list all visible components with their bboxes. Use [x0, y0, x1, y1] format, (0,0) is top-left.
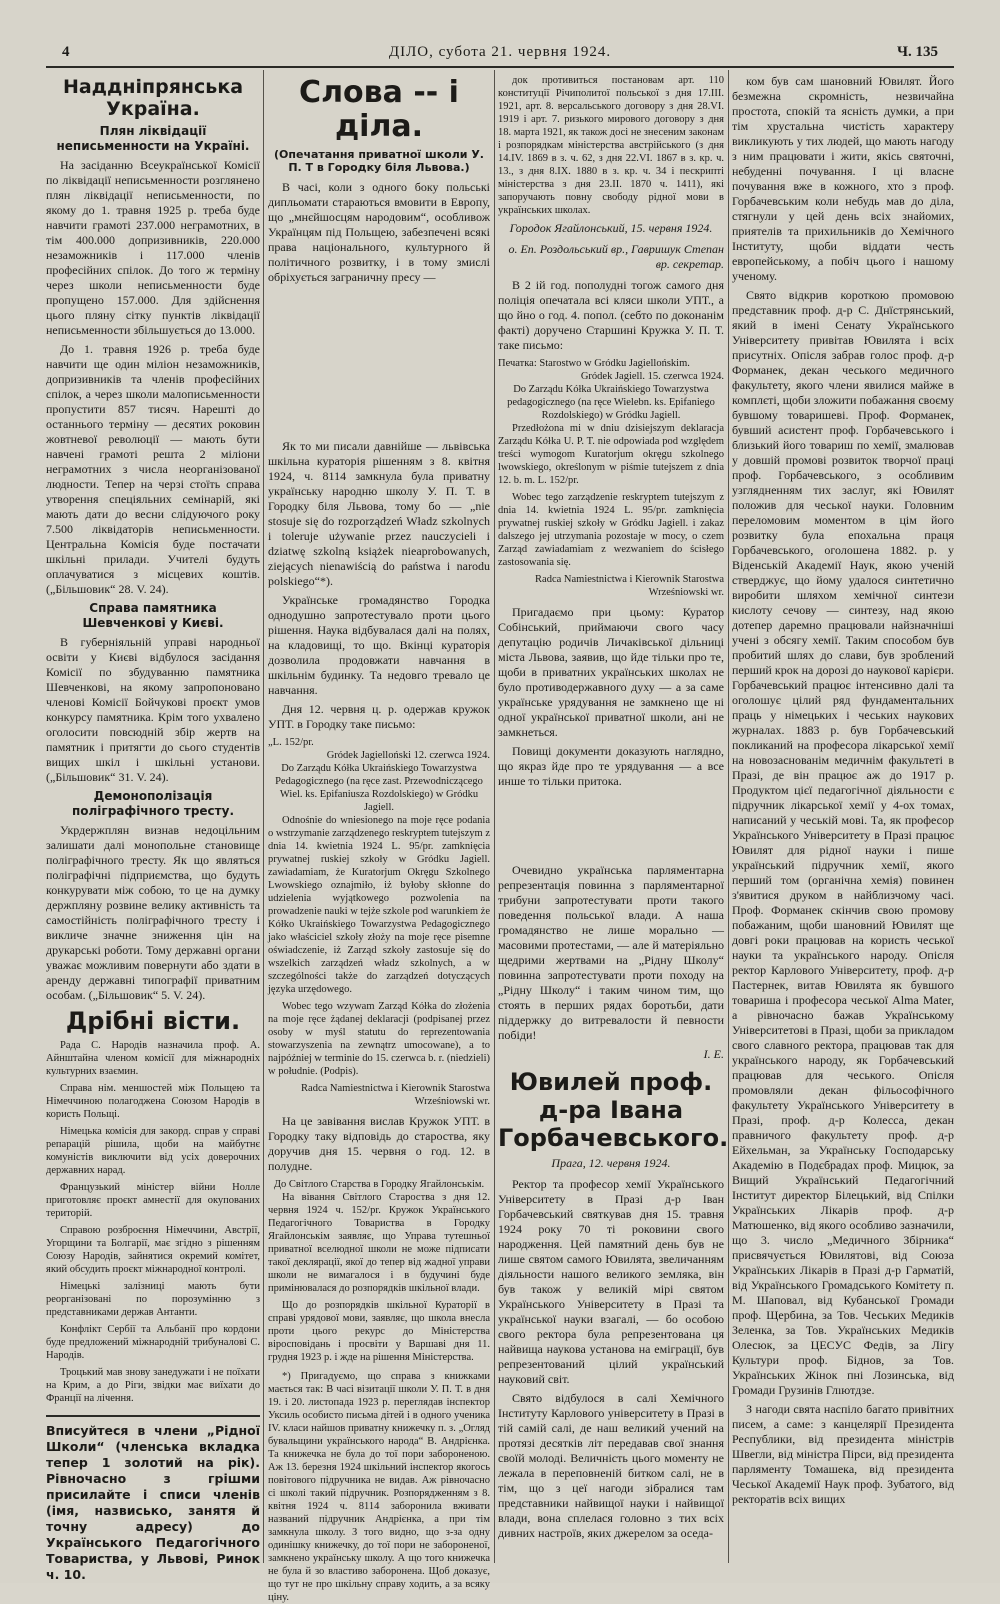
news-item: Троцький мав знову занедужати і не поїхати на Крим, а до Ріги, звідки має виїхати до Франції на лічення. — [46, 1367, 260, 1404]
signature-names: о. Еп. Роздольський вр., Гавришук Степан вр. секретар. — [508, 242, 724, 271]
article-title: Демонополізація поліграфічного тресту. — [71, 789, 234, 818]
article-paragraph: До 1. травня 1926 р. треба буде навчити ще один міліон незаможників, допризивників та членів професійних спілок, а через школи малописьменности пропустити 857 тисяч. Нарешті до останнього терміну — десятих роковин жовтневої революції — мають бути навчені грамоті решта 2 міліони неграмотних з числа неорганізованої людности. Тепер на черзі стоїть справа утворення спеціяльних семінарій, які мають дати до весни слідуючого року 7.500 ліквідаторів неписьменности. Центральна Комісія буде постачати шкільні прилади. Учителі будуть оплачуватися з місцевих коштів. („Більшовик“ 28. V. 24). — [46, 342, 260, 596]
article-title: Справа памятника Шевченкові у Києві. — [82, 601, 224, 630]
quoted-letter — [268, 1178, 490, 1364]
jubilee-title: Ювилей проф. д-ра Івана Горбачевського. — [498, 1068, 729, 1152]
letter-stamp: Печатка: Starostwo w Gródku Jagiellońskim. — [498, 358, 690, 369]
column-4 — [732, 74, 954, 1563]
letter-body: Wobec tego wzywam Zarząd Kółka do złożenia na moje ręce żądanej deklaracji (podpisanej przez osoby w myśl statutu do reprezentowania stowarzyszenia na zewnątrz umocowane), a to najpóźniej w terminie do 15. czerwca b. r. (niedzieli) w południe. (Podpis). — [268, 1001, 490, 1077]
news-item: Німецька комісія для закорд. справ у справі репарацій рішила, щоби на майбутнє комуністів виключити від усіх доверочних державних нарад. — [46, 1126, 260, 1176]
article-paragraph: На засіданню Всеукраїнської Комісії по ліквідації неписьменности розглянено плян ліквідації неписьменности, по якому до 1. травня 1925 р. треба буде навчити грамоті 237.000 неграмотних, в тім 400.000 допризивників, 220.000 незаможників і 117.000 членів професійних спілок. До того ж терміну через школи неписьменности буде пропущено 157.000. Для здійснення цього пляну сітку пунктів ліквідації неписьменности збільшується до 13.000. — [46, 158, 260, 337]
news-item: Конфлікт Сербії та Альбанії про кордони буде предложений міжнародній трибуналові С. Народів. — [46, 1324, 260, 1361]
news-item: Французький міністер війни Нолле приготовляє проєкт амнестії для окупованих територій. — [46, 1182, 260, 1219]
article-paragraph: Очевидно українська парляментарна репрезентація повинна з парляментарної трибуни запротестувати проти такого поведення польської влади. А наша громадянство не лише морально — масовими протестами, — але й матеріяльно щедрими жертвами на „Рідну Школу“ повинна запротестувати проти походу на „Рідну Школу“ і таким чином тим, що стоять в перших рядах боротьби, дати піддержку до витревалости й певности побіди! — [498, 863, 724, 1042]
news-item: Німецькі залізниці мають бути реорганізовані по порозумінню з представниками держав Антанти. — [46, 1281, 260, 1318]
letter-reference: „L. 152/pr. — [268, 737, 314, 748]
letter-addressee: До Світлого Старства в Городку Ягайлонськім. — [273, 1179, 485, 1190]
letter-date: Gródek Jagielloński 12. czerwca 1924. — [326, 750, 490, 761]
article-paragraph: Українське громадянство Городка однодушно запротестувало проти цього рішення. Наука відбувалася далі на полях, на кладовищі, то що. Вкінці кураторія дозволила продовжати навчання в шкільнім будинку. Та недовго тревало це навчання. — [268, 593, 490, 697]
section-title: Наддніпрянська Україна. — [62, 76, 244, 120]
article-paragraph: Як то ми писали давнійше — львівська шкільна кураторія рішенням з 8. квітня 1924, ч. 8114 замкнула була приватну українську народню школу У. П. Т. в Городку біля Львова, тому бо — „nie stosuje się do rozporządzeń Władz szkolnych i toleruje używanie przez nauczycieli i dziatwę szkolną książek nieaprobowanych, ziejących nienawiścią do państwa i narodu polskiego“*). — [268, 439, 490, 588]
news-item: Рада С. Народів назначила проф. А. Айнштайна членом комісії для міжнародніх культурних взаємин. — [46, 1040, 260, 1077]
letter-body: Що до розпорядків шкільної Кураторії в справі урядової мови, заявляє, що школа внесла проти цього рекурс до Міністерства віросповідань і просвіти у Варшаві дня 11. грудня 1923 р. і ждe на рішення Міністерства. — [268, 1300, 490, 1363]
column-2 — [268, 74, 490, 1603]
column-divider — [728, 70, 729, 1563]
signature-place: Городок Ягайлонський, 15. червня 1924. — [509, 221, 713, 235]
ridna-shkola-notice: Вписуйтеся в члени „Рідної Школи“ (членська вкладка тепер 1 золотий на рік). Рівночасно з грішми присилайте і списи членів (імя, назвисько, занятя й точну адресу) до Українського Педагогічного Товариства, у Львові, Ринок ч. 10. — [46, 1415, 260, 1583]
article-paragraph: ком був сам шановний Ювилят. Його безмежна скромність, незвичайна простота, спокій та ясність думки, а при тім хрустальна чистість характеру викликують у тих людей, що мають нагоду з ним працювати і жити, якісь святочні, небуденні почування. І ці власне почування вже в кожного, хто з проф. Горбачевським коли небудь мав до діла, стягнули у цей день всіх знайомих, приятелів та прихильників до Хемічного Інституту, щоби віддати честь европейському, а побіч цього і нашому ученому. — [732, 74, 954, 283]
author-initials: І. Е. — [703, 1047, 724, 1061]
article-paragraph: Повищі документи доказують наглядно, що якраз йде про те урядування — а все инше то тільки притока. — [498, 744, 724, 788]
letter-addressee: Do Zarządu Kółka Ukraińskiego Towarzystwa pedagogicznego (na ręce Wielebn. ks. Epifaniego Rozdolskiego) w Gródku Jagiell. — [507, 384, 715, 421]
page-header — [62, 44, 938, 64]
quoted-letter — [268, 736, 490, 1108]
column-divider — [263, 70, 264, 1563]
letter-body: Przedłożona mi w dniu dzisiejszym deklaracja Zarządu Kółka U. P. T. nie odpowiada pod względem treści wymogom Kuratorjum okręgu szkolnego lwowskiego, określonym w piśmie tutejszem z dnia 12. b. m. L. 152/pr. — [498, 423, 724, 486]
article-paragraph: Укрдержплян визнав недоцільним залишати далі монопольне становище поліграфічного тресту. Як що являться поліграфічні підприємства, що будуть конкурувати між собою, то це на думку держпляну розвине велику активність та самостійність поліграфічного тресту і викличе значне зниження цін на друкарські роботи. Тому державні органи уважає можливим повернути або здати в аренду державні типографії приватним особам. („Більшовик“ 5. V. 24). — [46, 823, 260, 1002]
column-3 — [498, 74, 729, 1563]
news-item: Справою розброєння Німеччини, Австрії, Угорщини та Болгарії, має згідно з рішенням Союзу Народів, зайнятися окремий комітет, який обсудить проєкт міжнародної контролі. — [46, 1225, 260, 1275]
column-divider — [494, 70, 495, 1563]
news-item: Справа нім. меншостей між Польщею та Німеччиною полагоджена Союзом Народів в користь Польщі. — [46, 1083, 260, 1120]
header-rule — [46, 66, 954, 68]
page-number: 4 — [62, 44, 70, 60]
article-subtitle: (Опечатання приватної школи У. П. Т в Городку біля Львова.) — [274, 148, 484, 174]
masthead-dateline: ДІЛО, субота 21. червня 1924. — [388, 44, 612, 60]
jubilee-dateline: Прага, 12. червня 1924. — [551, 1156, 671, 1170]
news-title: Дрібні вісти. — [65, 1007, 241, 1035]
blank-space — [498, 793, 724, 863]
article-paragraph: Пригадаємо при цьому: Куратор Собінський, приймаючи свого часу депутацію родичів Личаківської дільниці міста Львова, заявив, що йде тільки про те, щоби в приватних українських школах не було противодержавного духу — а за саме українське урядування не замкнено ще ні одної української приватної школи, ані не замкнеться. — [498, 605, 724, 739]
blank-space — [268, 289, 490, 439]
issue-number: Ч. 135 — [896, 44, 938, 60]
article-paragraph: док противиться постановам арт. 110 конституції Річиполитої польської з дня 17.III. 1921, арт. 8. версальського договору з дня 28.VI. 1919 і арт. 7. ризького мирового договору з дня 18. марта 1921, як також досі не знесеним законам і розпорядкам міністерства австрійського (з дня 14.IV. 1869 в з. ч. 62, з дня 22.VI. 1867 в з. кр. ч. 13., з дня 8.IX. 1880 в з. кр. ч. 34 і пескрипті міністерства з дня 23.II. 1870 ч. 1411), які запоручають повну свободу рідної мови в українських школах. — [498, 75, 724, 216]
article-paragraph: В губерніяльній управі народньої освіти у Києві відбулося засідання Комісії по збудуванню памятника Шевченкові, на якому запропоновано членові Комісії Бойчукові проєкт умов конкурсу памятника. Крім того ухвалено оголосити повсюдній збір жертв на памятник і притягти до сього студентів вищих шкіл і шкільні установи. („Більшовик“ 31. V. 24). — [46, 635, 260, 784]
article-paragraph: Свято відбулося в салі Хемічного Інституту Карлового університету в Празі в тій самій салі, де наш великий учений на протязі десятків літ передавав свої знання своїй молоді. Величність цього моменту не лежала в переповненій битком салі, не в тім, що з цеї нагоди зібралися там представники найвищої науки і найвищої влади, вона сплелася головно з тих всіх дивних настроїв, яких джерелом за оседа- — [498, 1391, 724, 1540]
letter-addressee: Do Zarządu Kółka Ukraińskiego Towarzystwa Pedagogicznego (na ręce zast. Przewodniczącego Wiel. ks. Epifaniusza Rozdolskiego) w Gródku Jagiell. — [275, 763, 483, 813]
footnote: *) Пригадуємо, що справа з книжками мається так: В часі візитації школи У. П. Т. в дня 19. і 20. листопада 1923 р. переглядав інспектор Уксиль особисто письма дітей і в одного ученика IV. класи найшов приватну книжечку п. з. „Огляд бувальщини українського народа“ В. Андрієнка. Та книжечка не була до тої пори забороненою. Аж 13. березня 1924 шкільний інспектор якогось повітового підручника не видав. Аж рівночасно сі школі такий підручник. Розпорядженням з 8. квітня 1924 ч. 8114 заборонила вживати названий підручник Андрієнка, а при тім замкнула школу. З того видно, що з-за одну одинішку книжечку, до тої пори не забороненої, замкнено українську школу. А що того книжечка не була й зо властиво заборонена. Щоб доказує, що тут не про шкільну справу ходить, а за всяку ціну. — [268, 1371, 490, 1603]
article-paragraph: В часі, коли з одного боку польські дипльомати стараються вмовити в Европу, що „мнєйшосцям народовим“, особливож Українцям під Польщею, забезпечені всякі права національного, культурного й політичного розвитку, і в тому змислі обріхується заграничну пресу — — [268, 180, 490, 284]
letter-body: На вівання Світлого Староства з дня 12. червня 1924 ч. 152/pr. Кружок Українського Педагогічного Товариства в Городку Ягайлонськім заявляє, що Управа тутешньої приватної вселюдної школи не може підписати такої деклярації, якої до тепер від жадної управи школи не вимагалося і в будучині буде примінювалася до розпорядків шкільної влади. — [268, 1192, 490, 1294]
column-1 — [46, 74, 260, 1582]
article-paragraph: Свято відкрив короткою промовою представник проф. д-р С. Днїстрянський, який в імені Сенату Українського Університету привітав Ювилята і всіх присутніх. Опісля забрав голос проф. д-р Форманек, декан чеського медичного факультету, якого члени явилися майже в комплєті, щоби зложити побажання своєму бувшому товаришеві. Проф. Форманек, бувший асистент проф. Горбачевського і близький його товариш по хемії, змалював у довшій промові розвиток творчої праці проф. Горбачевського, з особливим узглядненням тих заслуг, які Ювилят положив для чеської науки. Головним переломовим моментом в цім його розвитку була епохальна праця Горбачевського, оголошена 1882. р. у Віденській Академії Наук, якою ученій стверджує, що йому удалося синтетично виробити шляхом хемічної синтези кислоту сечову — синтезу, над якою дотепер даремно працювали найзначніші учені з обсягу хемії. Таким способом був пробитий шлях до слави, був зроблений перший крок на дорозі до наукової карієри. Горбачевський працює інтенсивно далі та оголошує цілий ряд фундаментальних праць у німецьких і чеських наукових журналах. 1883 р. був Горбачевський покликаний на професора лікарської хемії на новозаснованім медичнім факультеті в Празі, де він працює аж до 1917 р. Продуктом цієї педагогічної діяльности є підручник лікарської хемії у 4-ох томах, написаний у чеській мові. Та, як професор Українського Університету в Празі працює Ювилят для рідної науки і пише український підручник хемії, якого перший том (органічна хемія) повинен з'явитися друком в найблизчому часі. Проф. Форманек скінчив свою промову побажаним, щоби шановний Ювилят ще довгі роки працював на користь чеської науки та українського народу. Опісля ректор Карлового Університету, проф. д-р Пастернек, витав Ювилята як бувшого товариша і професора чеської Alma Mater, а рівночасно бажав Українському Університетові в Празі, щоби за прикладом свого славного ректора, працював так для українського народу, як Горбачевський працював для чеського. Опісля промовляли декан фільософічного факультету Українського Університету в Празі, проф. д-р Колесса, декан правничого факультету проф. д-р Ейхельман, за Українську Господарську Академію в Подєбрадах проф. Мицюк, за Вищий Український Педагогічний Інститут директор Білецький, від Спілки Українських Лікарів проф. д-р Матюшенко, від якого особливо зазначили, що 3. число „Медичного Збірника“ присвячується Ювилятові, від Союза Українських Лікарів в Празі д-р Гарматій, від Українського Громадського Комітету п. М. Шаповал, від Кубанської Громади проф. Щербина, за Тов. Чеських Медиків Зеленка, за Тов. Українських Медиків Олесюк, за ЦЕСУС Федів, за Лігу Культури проф. Біднов, за Тов. Українських Жінок пні Лозинська, від Громади Грузинів Глıютдзе. — [732, 288, 954, 1397]
letter-date: Gródek Jagiell. 15. czerwca 1924. — [580, 371, 724, 382]
article-paragraph: Дня 12. червня ц. р. одержав кружок УПТ. в Городку таке письмо: — [268, 702, 490, 731]
article-title: Плян ліквідації неписьменности на Україні. — [56, 124, 250, 153]
letter-body: Odnośnie do wniesionego na moje ręce podania o wstrzymanie zarządzenego reskryptem tutejszym z dnia 14. kwietnia 1924 L. 95/pr. zamknięcia prywatnej ruskiej szkoły w Gródku Jagiell. zawiadamiam, że Kuratorjum Okręgu Szkolnego Lwowskiego oznajmiło, iż byłoby skłonne do udzielenia wyjątkowego pozwolenia na prowadzenie nauki w tejże szkole pod warunkiem że Kółko Ukraińskiego Towarzystwa Pedagogicznego jako właściciel szkoły złoży na moje ręce pisemne oświadczenie, iż Zarząd szkoły zastosuje się do wszelkich zarządzeń władz szkolnych, a w szczególności także do zarządzeń dotyczących języka urzędowego. — [268, 815, 490, 995]
letter-signature: Radca Namiestnictwa i Kierownik Starostwa Wrześniowski wr. — [535, 574, 724, 598]
quoted-letter — [498, 357, 724, 599]
article-title: Слова -- і діла. — [299, 75, 459, 144]
letter-signature: Radca Namiestnictwa i Kierownik Starostwa Wrześniowski wr. — [301, 1083, 490, 1107]
article-paragraph: В 2 ій год. пополудні тогож самого дня поліція опечатала всі кляси школи УПТ., а що йно о год. 4. попол. (себто по доконанім факті) доручено Старшині Кружка У. П. Т. таке письмо: — [498, 278, 724, 352]
letter-body: Wobec tego zarządzenie reskryptem tutejszym z dnia 14. kwietnia 1924 L. 95/pr. zamknięcia prywatnej ruskiej szkoły w Gródku Jagiell. i zakaz dalszego jej utrzymania pozostaje w mocy, o czem Zarząd zawiadamiam z wezwaniem do ścisłego zastosowania się. — [498, 492, 724, 568]
article-paragraph: Ректор та професор хемії Українського Університету в Празі д-р Іван Горбачевський святкував дня 15. травня 1924 року 70 ті роковини свого народження. Цей памятний день був не лише святом самого Ювилята, звеличанням діяльности нашого великого земляка, він був також у великій мірі святом Українського Університету в Празі та української науки взагалі, — бо особою свого ректора була репрезентована ця найвища наукова установа на еміграції, був репрезентований цілий український науковий світ. — [498, 1177, 724, 1386]
article-paragraph: На це завівання вислав Кружок УПТ. в Городку таку відповідь до староства, яку доручив дня 15. червня о год. 12. в полудне. — [268, 1114, 490, 1173]
article-paragraph: З нагоди свята наспіло багато привітних писем, а саме: з канцелярії Президента Республики, від президента міністрів Швегли, від міністра Пірси, від президента парляменту Томашека, від президента Чеської Академії Наук проф. Зубатого, від ректоратів всіх вищих — [732, 1402, 954, 1506]
